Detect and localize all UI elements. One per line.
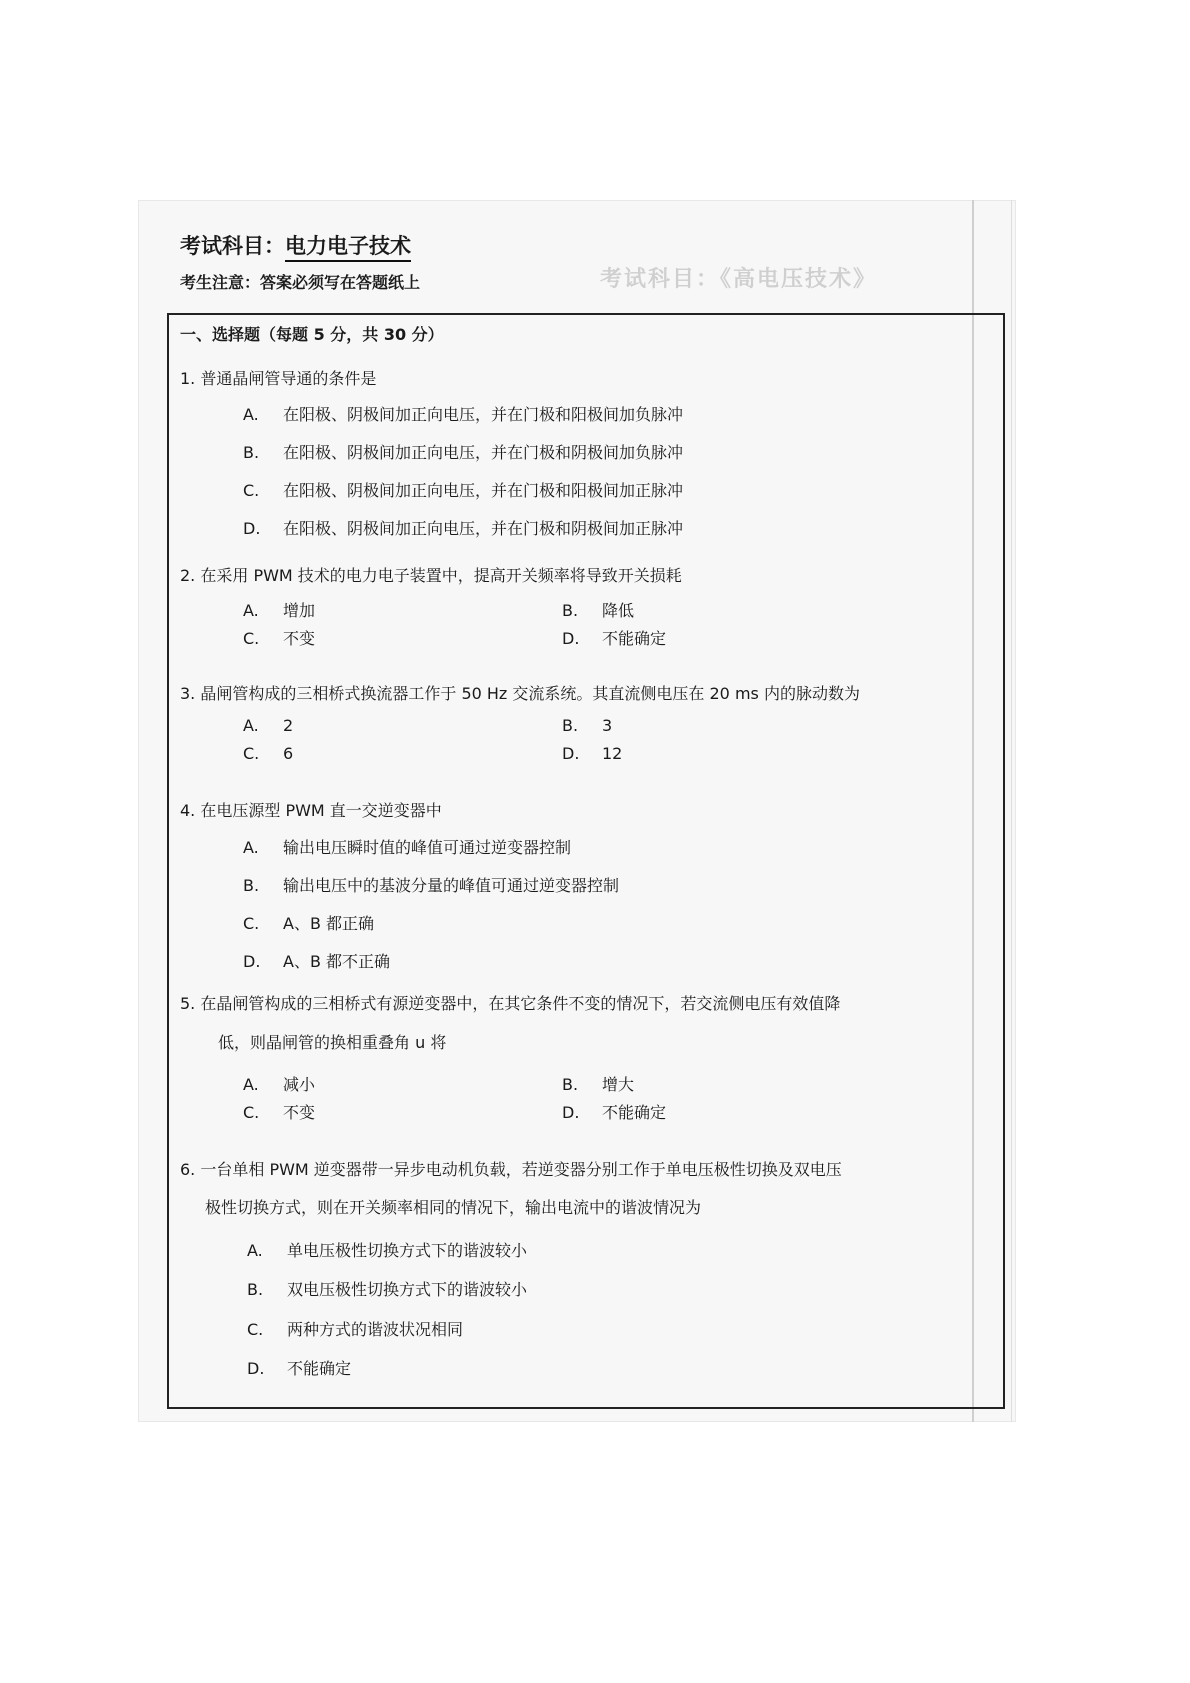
question-stem: 晶闸管构成的三相桥式换流器工作于 50 Hz 交流系统。其直流侧电压在 20 ms 内的脉动数为 (200, 684, 860, 703)
question-number: 4. (180, 801, 196, 820)
question-4 (180, 798, 442, 821)
section-title: 一、选择题（每题 5 分，共 30 分） (180, 325, 444, 344)
question-number: 2. (180, 566, 196, 585)
option-1d: D. 在阳极、阴极间加正向电压，并在门极和阴极间加正脉冲 (243, 519, 684, 538)
option-2b: B. 降低 (562, 601, 635, 620)
question-number: 1. (180, 369, 196, 388)
option-4a: A. 输出电压瞬时值的峰值可通过逆变器控制 (243, 838, 572, 857)
option-2a: A. 增加 (243, 601, 316, 620)
bleed-through-title: 考试科目：《高电压技术》 (600, 267, 878, 292)
option-5c: C. 不变 (243, 1103, 316, 1122)
question-stem: 在电压源型 PWM 直一交逆变器中 (200, 801, 442, 820)
option-6d: D. 不能确定 (247, 1359, 352, 1378)
option-6c: C. 两种方式的谐波状况相同 (247, 1320, 464, 1339)
question-number: 5. (180, 994, 196, 1013)
question-5-continued: 低，则晶闸管的换相重叠角 u 将 (218, 1033, 447, 1052)
question-1 (180, 366, 376, 389)
exam-subject-label: 考试科目： (180, 234, 285, 258)
exam-notice: 考生注意：答案必须写在答题纸上 (180, 273, 421, 292)
option-5d: D. 不能确定 (562, 1103, 667, 1122)
question-3 (180, 681, 860, 704)
option-4b: B. 输出电压中的基波分量的峰值可通过逆变器控制 (243, 876, 620, 895)
option-3b: B. 3 (562, 716, 613, 735)
option-5b: B. 增大 (562, 1075, 635, 1094)
option-6a: A. 单电压极性切换方式下的谐波较小 (247, 1241, 528, 1260)
question-number: 3. (180, 684, 196, 703)
option-3a: A. 2 (243, 716, 294, 735)
exam-subject (180, 230, 411, 260)
question-number: 6. (180, 1160, 196, 1179)
option-6b: B. 双电压极性切换方式下的谐波较小 (247, 1280, 528, 1299)
option-3c: C. 6 (243, 744, 294, 763)
option-4d: D. A、B 都不正确 (243, 952, 391, 971)
option-5a: A. 减小 (243, 1075, 316, 1094)
question-6 (180, 1157, 842, 1180)
option-1a: A. 在阳极、阴极间加正向电压，并在门极和阳极间加负脉冲 (243, 405, 684, 424)
option-4c: C. A、B 都正确 (243, 914, 375, 933)
question-5 (180, 991, 840, 1014)
question-stem: 普通晶闸管导通的条件是 (200, 369, 377, 388)
page-edge-line (1011, 200, 1012, 1422)
option-2c: C. 不变 (243, 629, 316, 648)
option-2d: D. 不能确定 (562, 629, 667, 648)
question-stem: 一台单相 PWM 逆变器带一异步电动机负载，若逆变器分别工作于单电压极性切换及双电压 (200, 1160, 842, 1179)
option-1c: C. 在阳极、阴极间加正向电压，并在门极和阳极间加正脉冲 (243, 481, 684, 500)
question-stem: 在采用 PWM 技术的电力电子装置中，提高开关频率将导致开关损耗 (200, 566, 682, 585)
option-1b: B. 在阳极、阴极间加正向电压，并在门极和阴极间加负脉冲 (243, 443, 684, 462)
option-3d: D. 12 (562, 744, 623, 763)
question-6-continued: 极性切换方式，则在开关频率相同的情况下，输出电流中的谐波情况为 (205, 1198, 702, 1217)
question-2 (180, 563, 682, 586)
question-stem: 在晶闸管构成的三相桥式有源逆变器中，在其它条件不变的情况下，若交流侧电压有效值降 (200, 994, 841, 1013)
exam-subject-value: 电力电子技术 (285, 234, 411, 262)
